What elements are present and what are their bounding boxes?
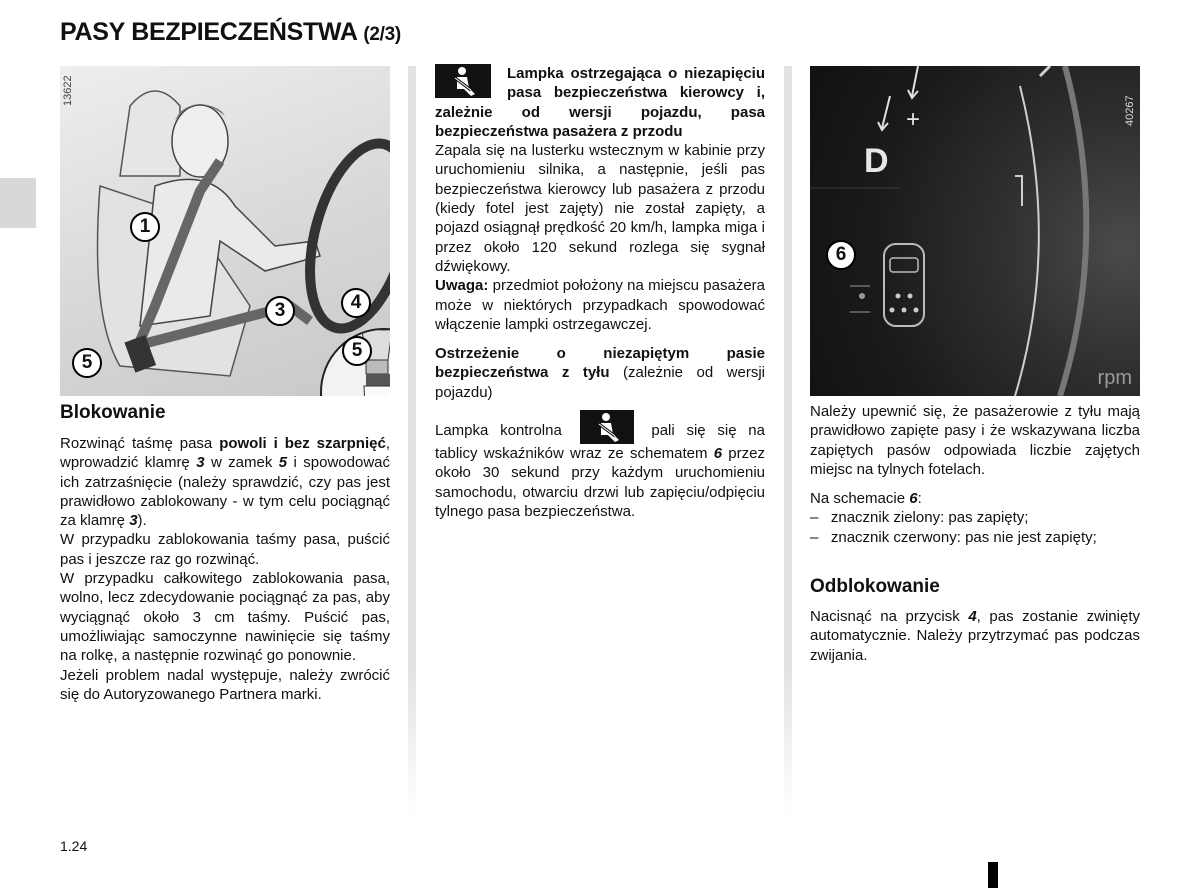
text-run: , wprowadzić klamrę	[60, 435, 390, 472]
plus-indicator: +	[906, 106, 921, 133]
chapter-tab	[0, 178, 36, 228]
text-run: powoli i bez szarpnięć	[219, 435, 386, 452]
middle-column-text	[435, 64, 765, 521]
text-run: 5	[278, 454, 288, 472]
lamp-rest-text: przez około 30 sekund przy każdym uruchomieniu samochodu, otwarciu drzwi lub zapięciu/odpięciu tylnego pasa bezpieczeństwa.	[435, 445, 765, 520]
lamp-post-text: pali się się na tablicy wskaźników wraz ze schematem	[435, 422, 765, 463]
callout-3: 3	[265, 296, 295, 326]
note-text: przedmiot położony na miejscu pasażera może w niektórych przypadkach spowodować włączenie lampki ostrzegawczej.	[435, 277, 765, 333]
column-separator	[784, 66, 792, 816]
column-separator	[408, 66, 416, 816]
callout-5-inset: 5	[342, 336, 372, 366]
list-item-red: – znacznik czerwony: pas nie jest zapięty;	[810, 528, 1097, 546]
warning-lamp-text: Zapala się na lusterku wstecznym w kabinie przy uruchomieniu silnika, a następnie, jeśli pas bezpieczeństwa kierowcy lub pasażera z przodu (kiedy fotel jest zajęty) nie został zapięty, a pojazd osiągnął prędkość 20 km/h, lampka miga i przez około 120 sekund rozlega się sygnał dźwiękowy.	[435, 142, 765, 275]
schema-ref: 6	[909, 490, 918, 508]
warning-lamp-title: Lampka ostrzegająca o niezapięciu pasa bezpieczeństwa kierowcy i, zależnie od wersji pojazdu, pasa bezpieczeństwa pasażera z przodu	[435, 65, 765, 140]
page-edge-mark	[988, 862, 998, 888]
title-text: PASY BEZPIECZEŃSTWA	[60, 18, 357, 46]
unlock-pre: Nacisnąć na przycisk	[810, 608, 969, 625]
warning-lamp-block	[435, 64, 765, 141]
lamp-pre-text: Lampka kontrolna	[435, 422, 562, 440]
page-number: 1.24	[60, 838, 88, 854]
blokowanie-text	[60, 434, 390, 704]
rear-passengers-paragraph: Należy upewnić się, że pasażerowie z tyłu mają prawidłowo zapięte pasy i że wskazywana liczba zapiętych pasów odpowiada liczbie zajętych miejsc na tylnych fotelach.	[810, 403, 1140, 478]
unlock-ref: 4	[968, 608, 977, 625]
note-paragraph	[435, 276, 765, 334]
page-title	[60, 18, 401, 47]
text-run: w zamek	[204, 454, 279, 472]
schema-post: :	[917, 490, 922, 508]
seatbelt-warning-icon	[435, 64, 491, 98]
lamp-ref: 6	[713, 445, 723, 463]
rear-seatbelt-indicator-icon	[580, 410, 634, 444]
seatbelt-driver-illustration	[60, 66, 390, 396]
figure-ref-number: 40267	[1124, 95, 1136, 126]
text-run: ).	[137, 512, 147, 530]
title-part: (2/3)	[363, 24, 401, 45]
callout-5: 5	[72, 348, 102, 378]
figure-ref-number: 13622	[62, 75, 74, 106]
gear-indicator-d: D	[864, 142, 889, 180]
odblokowanie-text	[810, 607, 1140, 665]
text-run: 3	[196, 454, 205, 472]
dashboard-illustration	[810, 66, 1140, 396]
blokowanie-paragraph-4: Jeżeli problem nadal występuje, należy zwrócić się do Autoryzowanego Partnera marki.	[60, 666, 390, 703]
dashboard-drawing	[810, 66, 1140, 396]
section-heading-blokowanie: Blokowanie	[60, 402, 166, 423]
list-item-text: znacznik czerwony: pas nie jest zapięty;	[830, 528, 1097, 546]
blokowanie-paragraph-3: W przypadku całkowitego zablokowania pasa, wolno, lecz zdecydowanie pociągnąć za pas, aby wyciągnąć około 3 cm taśmy. Puścić pas, umożliwiając samoczynne nawinięcie się taśmy na rolkę, a następnie rozwinąć go ponownie.	[60, 570, 390, 665]
rear-warning-suffix: (zależnie od wersji pojazdu)	[435, 364, 765, 401]
rear-warning-heading	[435, 344, 765, 402]
section-heading-odblokowanie: Odblokowanie	[810, 576, 940, 597]
rear-warning-title: Ostrzeżenie o niezapiętym pasie bezpieczeństwa z tyłu	[435, 345, 765, 382]
unlock-post: , pas zostanie zwinięty automatycznie. Należy przytrzymać pas podczas zwijania.	[810, 608, 1140, 664]
text-run: i spowodować ich zatrzaśnięcie (należy sprawdzić, czy pas jest prawidłowo zablokowany - w tym celu pociągnąć za klamrę	[60, 454, 390, 530]
text-run: 3	[129, 512, 138, 530]
list-item-green: – znacznik zielony: pas zapięty;	[810, 509, 1029, 527]
unlock-paragraph	[810, 607, 1140, 665]
schema-intro	[810, 489, 1140, 508]
note-label: Uwaga:	[435, 277, 489, 295]
callout-4: 4	[341, 288, 371, 318]
blokowanie-paragraph-2: W przypadku zablokowania taśmy pasa, puścić pas i jeszcze raz go rozwinąć.	[60, 531, 390, 568]
list-item-text: znacznik zielony: pas zapięty;	[830, 509, 1029, 527]
blokowanie-paragraph-1	[60, 434, 390, 530]
rpm-label: rpm	[1097, 367, 1132, 389]
callout-6: 6	[826, 240, 856, 270]
schema-pre: Na schemacie	[810, 490, 910, 508]
callout-1: 1	[130, 212, 160, 242]
rear-lamp-paragraph	[435, 418, 765, 521]
text-run: Rozwinąć taśmę pasa	[60, 435, 220, 452]
right-column-text	[810, 402, 1140, 547]
